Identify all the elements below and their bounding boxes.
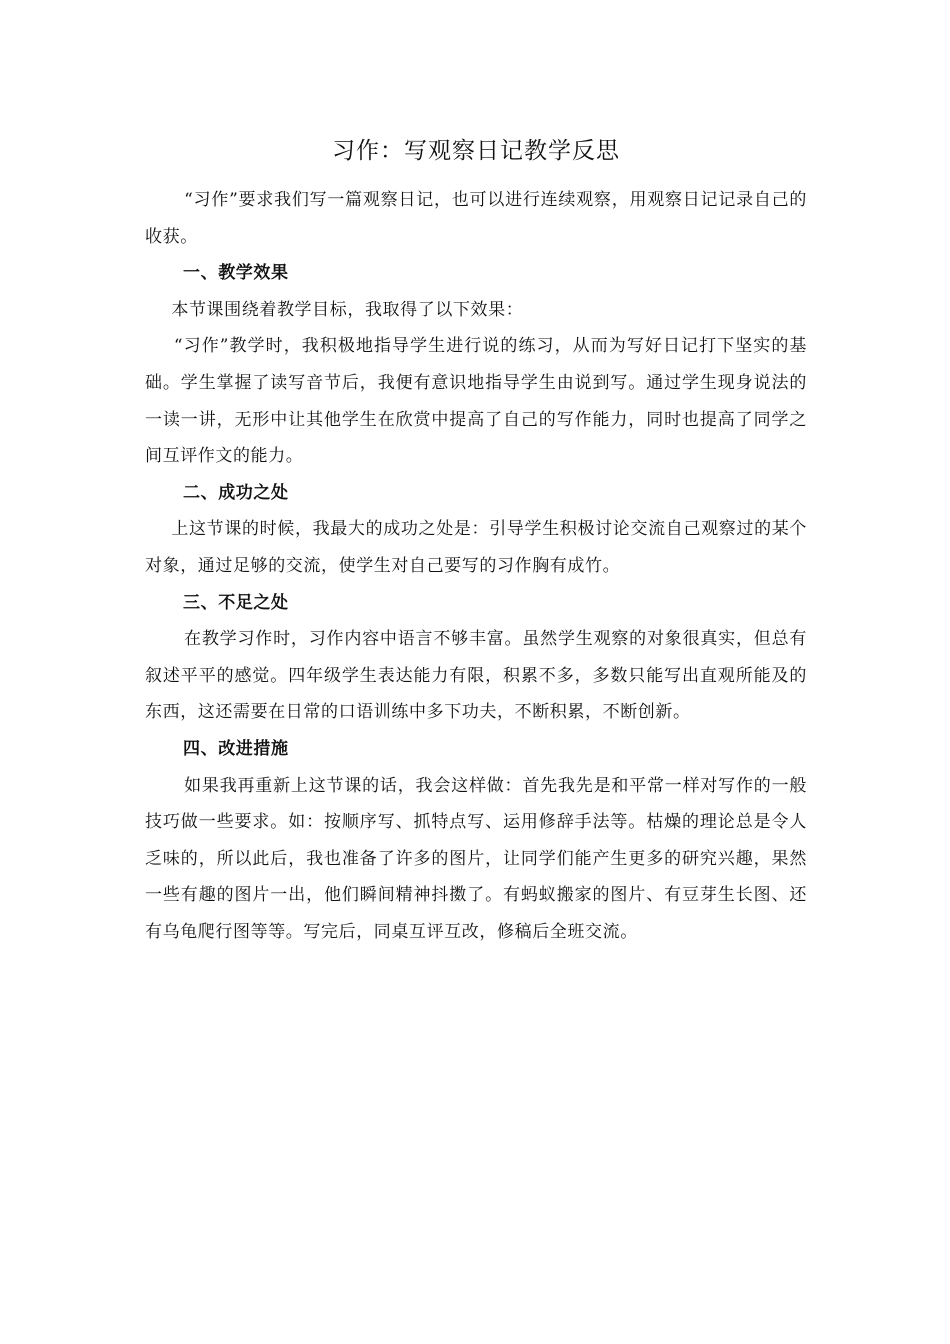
section-heading-successes: 二、成功之处 [183, 482, 289, 503]
document-title: 习作：写观察日记教学反思 [332, 138, 620, 164]
intro-paragraph: “习作”要求我们写一篇观察日记，也可以进行连续观察，用观察日记记录自己的收获。 [145, 190, 807, 247]
section-2-paragraph-1: 上这节课的时候，我最大的成功之处是：引导学生积极讨论交流自己观察过的某个对象，通过足够的交流，使学生对自己要写的习作胸有成竹。 [145, 519, 807, 576]
section-heading-shortcomings: 三、不足之处 [183, 592, 289, 613]
document-page [145, 133, 807, 950]
section-1-paragraph-2: “习作”教学时，我积极地指导学生进行说的练习，从而为写好日记打下坚实的基础。学生掌握了读写音节后，我便有意识地指导学生由说到写。通过学生现身说法的一读一讲，无形中让其他学生在欣赏中提高了自己的写作能力，同时也提高了同学之间互评作文的能力。 [145, 336, 807, 467]
section-1-paragraph-1: 本节课围绕着教学目标，我取得了以下效果： [171, 299, 524, 320]
section-heading-improvements: 四、改进措施 [183, 738, 289, 759]
section-4-paragraph-1: 如果我再重新上这节课的话，我会这样做：首先我先是和平常一样对写作的一般技巧做一些要求。如：按顺序写、抓特点写、运用修辞手法等。枯燥的理论总是令人乏味的，所以此后，我也准备了许多的图片，让同学们能产生更多的研究兴趣，果然一些有趣的图片一出，他们瞬间精神抖擞了。有蚂蚁搬家的图片、有豆芽生长图、还有乌龟爬行图等等。写完后，同桌互评互改，修稿后全班交流。 [145, 775, 807, 942]
section-3-paragraph-1: 在教学习作时，习作内容中语言不够丰富。虽然学生观察的对象很真实，但总有叙述平平的感觉。四年级学生表达能力有限，积累不多，多数只能写出直观所能及的东西，这还需要在日常的口语训练中多下功夫，不断积累，不断创新。 [145, 629, 807, 723]
section-heading-teaching-effect: 一、教学效果 [183, 263, 289, 284]
